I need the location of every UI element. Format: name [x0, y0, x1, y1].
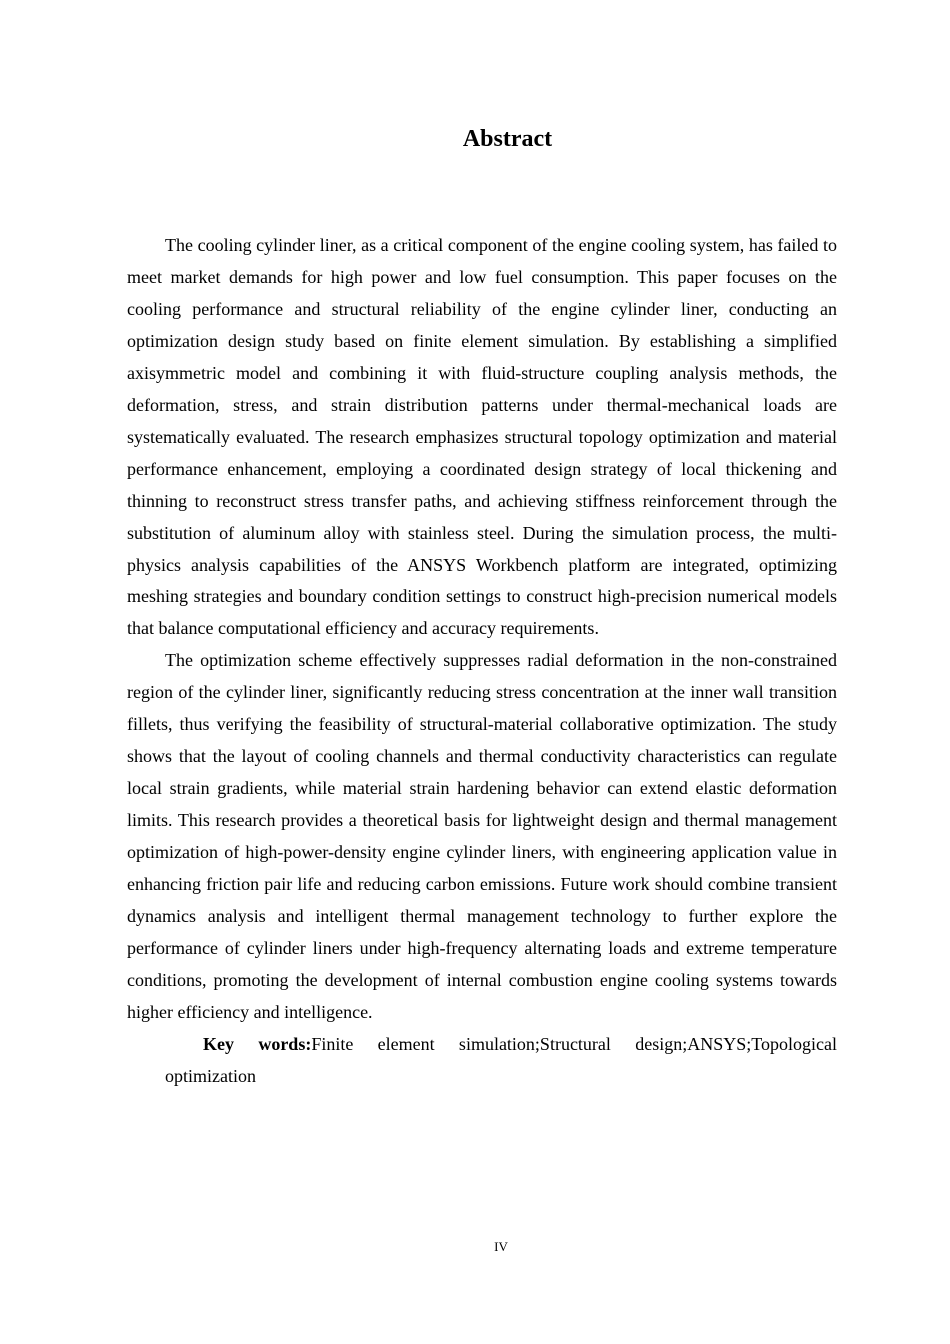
keywords-line	[165, 1029, 837, 1093]
abstract-paragraph-1: The cooling cylinder liner, as a critical component of the engine cooling system, has failed to meet market demands for high power and low fuel consumption. This paper focuses on the cooling performance and structural reliability of the engine cylinder liner, conducting an optimization design study based on finite element simulation. By establishing a simplified axisymmetric model and combining it with fluid-structure coupling analysis methods, the deformation, stress, and strain distribution patterns under thermal-mechanical loads are systematically evaluated. The research emphasizes structural topology optimization and material performance enhancement, employing a coordinated design strategy of local thickening and thinning to reconstruct stress transfer paths, and achieving stiffness reinforcement through the substitution of aluminum alloy with stainless steel. During the simulation process, the multi-physics analysis capabilities of the ANSYS Workbench platform are integrated, optimizing meshing strategies and boundary condition settings to construct high-precision numerical models that balance computational efficiency and accuracy requirements.	[127, 235, 837, 639]
abstract-title: Abstract	[462, 126, 553, 152]
page-number: IV	[494, 1239, 508, 1254]
abstract-body	[127, 230, 837, 1093]
abstract-paragraph-2: The optimization scheme effectively suppresses radial deformation in the non-constrained region of the cylinder liner, significantly reducing stress concentration at the inner wall transition fillets, thus verifying the feasibility of structural-material collaborative optimization. The study shows that the layout of cooling channels and thermal conductivity characteristics can regulate local strain gradients, while material strain hardening behavior can extend elastic deformation limits. This research provides a theoretical basis for lightweight design and thermal management optimization of high-power-density engine cylinder liners, with engineering application value in enhancing friction pair life and reducing carbon emissions. Future work should combine transient dynamics analysis and intelligent thermal management technology to further explore the performance of cylinder liners under high-frequency alternating loads and extreme temperature conditions, promoting the development of internal combustion engine cooling systems towards higher efficiency and intelligence.	[127, 650, 837, 1022]
keywords-label: Key words:	[203, 1033, 312, 1054]
keywords-text: Finite element simulation;Structural design;ANSYS;Topological optimization	[165, 1033, 837, 1086]
